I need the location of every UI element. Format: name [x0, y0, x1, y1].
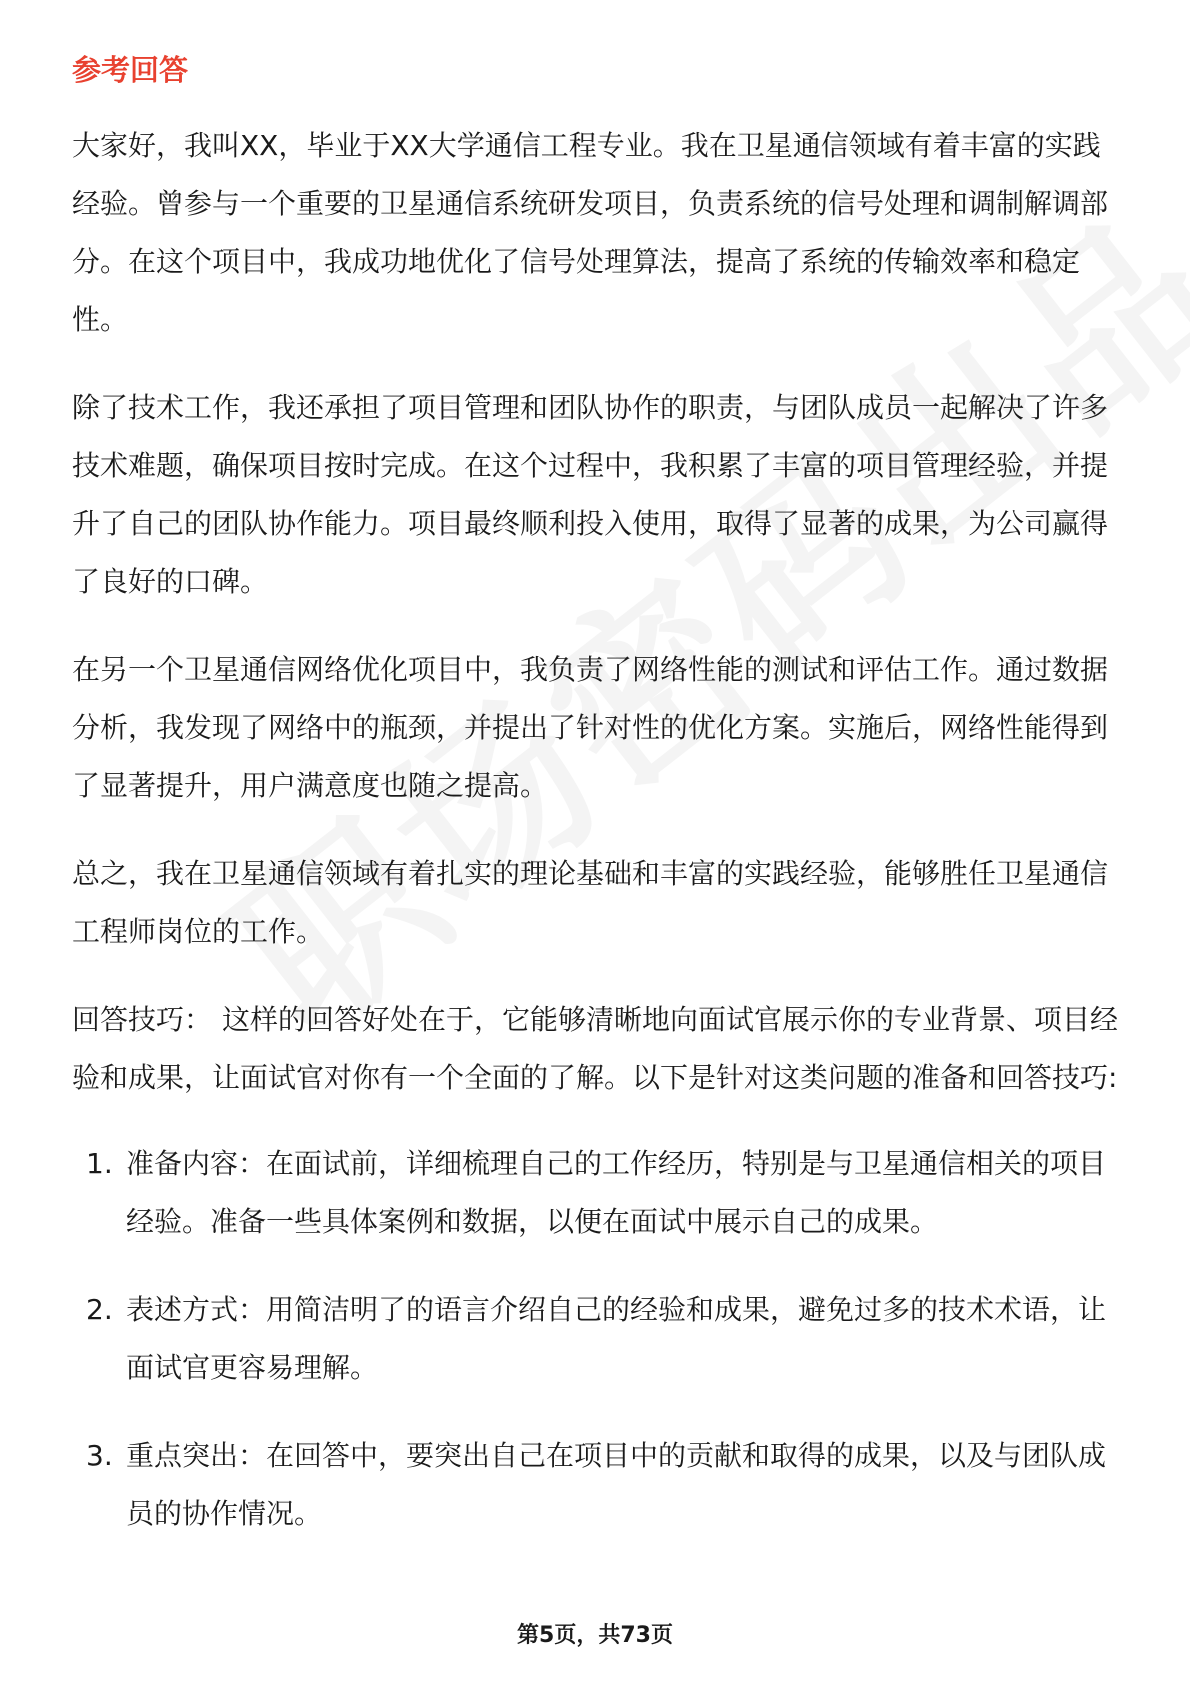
answer-paragraph-4: 总之，我在卫星通信领域有着扎实的理论基础和丰富的实践经验，能够胜任卫星通信工程师岗位的工作。	[72, 857, 1109, 948]
list-item-text: 准备内容：在面试前，详细梳理自己的工作经历，特别是与卫星通信相关的项目经验。准备一些具体案例和数据，以便在面试中展示自己的成果。	[126, 1147, 1107, 1238]
section-title: 参考回答	[72, 53, 189, 87]
answer-tips-paragraph	[72, 991, 1122, 1107]
tip-list	[72, 1135, 1122, 1543]
answer-paragraph-1: 大家好，我叫XX，毕业于XX大学通信工程专业。我在卫星通信领域有着丰富的实践经验。曾参与一个重要的卫星通信系统研发项目，负责系统的信号处理和调制解调部分。在这个项目中，我成功地优化了信号处理算法，提高了系统的传输效率和稳定性。	[72, 129, 1109, 336]
list-item	[72, 1281, 1122, 1397]
list-item	[72, 1135, 1122, 1251]
answer-paragraph-2: 除了技术工作，我还承担了项目管理和团队协作的职责，与团队成员一起解决了许多技术难题，确保项目按时完成。在这个过程中，我积累了丰富的项目管理经验，并提升了自己的团队协作能力。项目最终顺利投入使用，取得了显著的成果，为公司赢得了良好的口碑。	[72, 391, 1109, 598]
list-item-text: 表述方式：用简洁明了的语言介绍自己的经验和成果，避免过多的技术术语，让面试官更容易理解。	[126, 1293, 1107, 1384]
tips-label: 回答技巧：	[72, 1003, 213, 1036]
list-item-number: 3.	[86, 1439, 113, 1472]
answer-paragraph-3: 在另一个卫星通信网络优化项目中，我负责了网络性能的测试和评估工作。通过数据分析，我发现了网络中的瓶颈，并提出了针对性的优化方案。实施后，网络性能得到了显著提升，用户满意度也随之提高。	[72, 653, 1109, 802]
tips-text: 这样的回答好处在于，它能够清晰地向面试官展示你的专业背景、项目经验和成果，让面试官对你有一个全面的了解。以下是针对这类问题的准备和回答技巧:	[72, 1003, 1119, 1094]
list-item-text: 重点突出：在回答中，要突出自己在项目中的贡献和取得的成果，以及与团队成员的协作情况。	[126, 1439, 1107, 1530]
answer-content	[72, 117, 1122, 1573]
list-item-number: 1.	[86, 1147, 113, 1180]
list-item-number: 2.	[86, 1293, 113, 1326]
page-footer: 第5页，共73页	[517, 1623, 673, 1648]
list-item	[72, 1427, 1122, 1543]
